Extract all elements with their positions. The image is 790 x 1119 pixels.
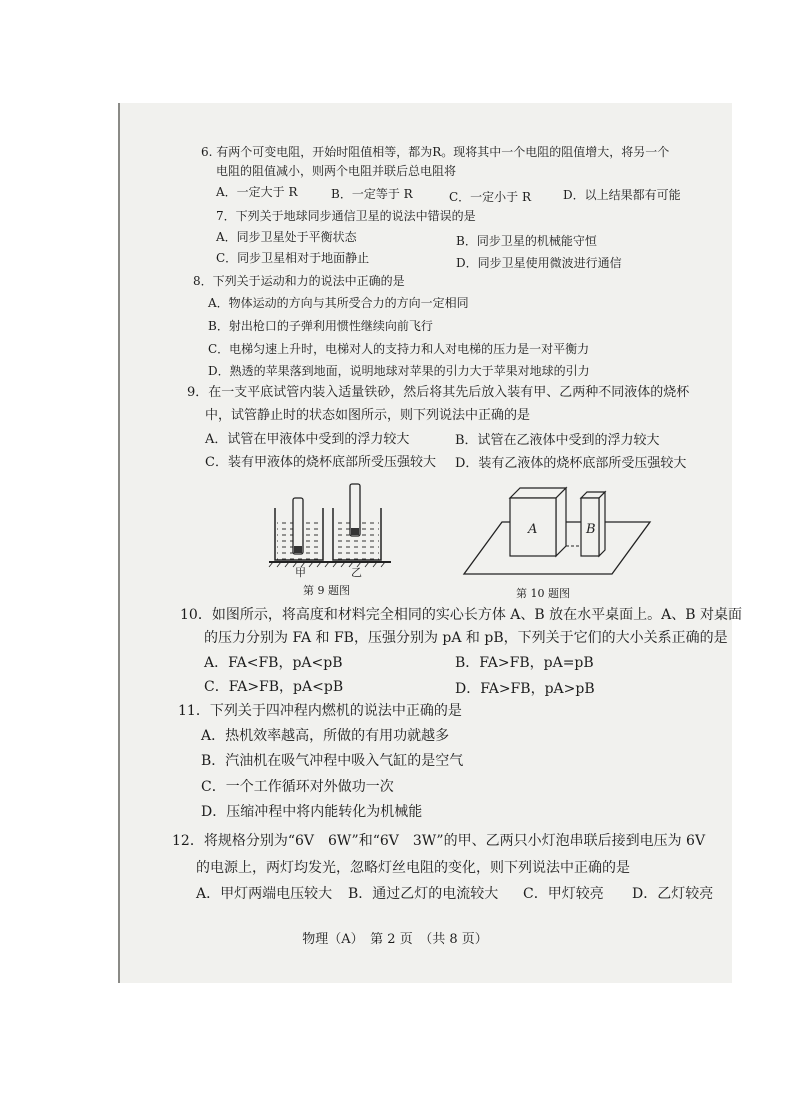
q11-option-a: A．热机效率越高，所做的有用功就越多 <box>201 728 450 744</box>
fig9-beaker-jia <box>275 498 323 560</box>
q6-option-a: A．一定大于 R <box>216 185 298 199</box>
fig9-label-jia: 甲 <box>295 566 306 578</box>
q7-option-c: C．同步卫星相对于地面静止 <box>216 251 370 265</box>
fig9-beaker-yi <box>333 484 381 560</box>
q9-option-a: A．试管在甲液体中受到的浮力较大 <box>205 432 410 447</box>
q10-option-b: B．FA>FB，pA=pB <box>455 655 594 671</box>
q7-option-a: A．同步卫星处于平衡状态 <box>216 230 357 244</box>
q8-option-c: C．电梯匀速上升时，电梯对人的支持力和人对电梯的压力是一对平衡力 <box>208 342 590 356</box>
q12-stem-line2: 的电源上，两灯均发光，忽略灯丝电阻的变化，则下列说法中正确的是 <box>196 860 630 876</box>
q10-option-c: C．FA>FB，pA<pB <box>204 679 344 695</box>
fig10-caption: 第 10 题图 <box>516 587 570 600</box>
q12-stem-line1: 12．将规格分别为“6V 6W”和“6V 3W”的甲、乙两只小灯泡串联后接到电压为 6V <box>172 833 706 849</box>
q6-option-b: B．一定等于 R <box>331 187 413 201</box>
q6-option-d: D．以上结果都有可能 <box>563 188 681 202</box>
q12-option-c: C．甲灯较亮 <box>523 886 604 902</box>
fig10-block-a <box>510 488 566 556</box>
fig10-label-b: B <box>586 522 596 537</box>
q11-option-d: D．压缩冲程中将内能转化为机械能 <box>201 804 423 820</box>
q6-stem-line2: 电阻的阻值减小，则两个电阻并联后总电阻将 <box>216 164 457 178</box>
q12-option-d: D．乙灯较亮 <box>632 886 714 902</box>
q8-option-a: A．物体运动的方向与其所受合力的方向一定相同 <box>208 296 469 310</box>
q10-stem-line1: 10．如图所示，将高度和材料完全相同的实心长方体 A、B 放在水平桌面上。A、B 对桌面 <box>180 607 742 623</box>
fig10-label-a: A <box>528 522 538 537</box>
fig9-label-yi: 乙 <box>351 566 362 578</box>
q8-option-b: B．射出枪口的子弹利用惯性继续向前飞行 <box>208 319 433 333</box>
q11-option-c: C．一个工作循环对外做功一次 <box>201 779 394 795</box>
fig9-iron-sand-jia <box>294 546 302 553</box>
q10-option-d: D．FA>FB，pA>pB <box>455 681 595 697</box>
q8-stem: 8．下列关于运动和力的说法中正确的是 <box>193 274 405 288</box>
q11-option-b: B．汽油机在吸气冲程中吸入气缸的是空气 <box>201 753 464 769</box>
page-footer: 物理（A） 第 2 页 （共 8 页） <box>302 932 488 947</box>
q9-option-b: B．试管在乙液体中受到的浮力较大 <box>455 433 660 448</box>
q6-option-c: C．一定小于 R <box>449 190 532 204</box>
q6-stem-line1: 6. 有两个可变电阻，开始时阻值相等，都为R。现将其中一个电阻的阻值增大，将另一个 <box>201 145 670 159</box>
q10-stem-line2: 的压力分别为 FA 和 FB，压强分别为 pA 和 pB，下列关于它们的大小关系正确的是 <box>204 630 728 646</box>
figure-9 <box>265 478 395 578</box>
q9-option-d: D．装有乙液体的烧杯底部所受压强较大 <box>455 456 687 471</box>
fig9-caption: 第 9 题图 <box>303 584 350 597</box>
q10-option-a: A．FA<FB，pA<pB <box>204 655 343 671</box>
q11-stem: 11．下列关于四冲程内燃机的说法中正确的是 <box>178 703 462 719</box>
q7-option-b: B．同步卫星的机械能守恒 <box>456 234 597 248</box>
q12-option-b: B．通过乙灯的电流较大 <box>348 886 499 902</box>
q9-stem-line1: 9．在一支平底试管内装入适量铁砂，然后将其先后放入装有甲、乙两种不同液体的烧杯 <box>187 385 690 400</box>
q7-option-d: D．同步卫星使用微波进行通信 <box>456 256 622 270</box>
q12-option-a: A．甲灯两端电压较大 <box>196 886 333 902</box>
q8-option-d: D．熟透的苹果落到地面，说明地球对苹果的引力大于苹果对地球的引力 <box>208 364 590 378</box>
q9-option-c: C．装有甲液体的烧杯底部所受压强较大 <box>205 455 436 470</box>
fig10-block-b <box>581 492 605 556</box>
fig9-test-tube-jia <box>293 498 303 554</box>
q9-stem-line2: 中，试管静止时的状态如图所示，则下列说法中正确的是 <box>205 408 531 423</box>
figure-10 <box>462 476 652 580</box>
fig9-iron-sand-yi <box>351 528 359 535</box>
q7-stem: 7．下列关于地球同步通信卫星的说法中错误的是 <box>216 209 476 223</box>
